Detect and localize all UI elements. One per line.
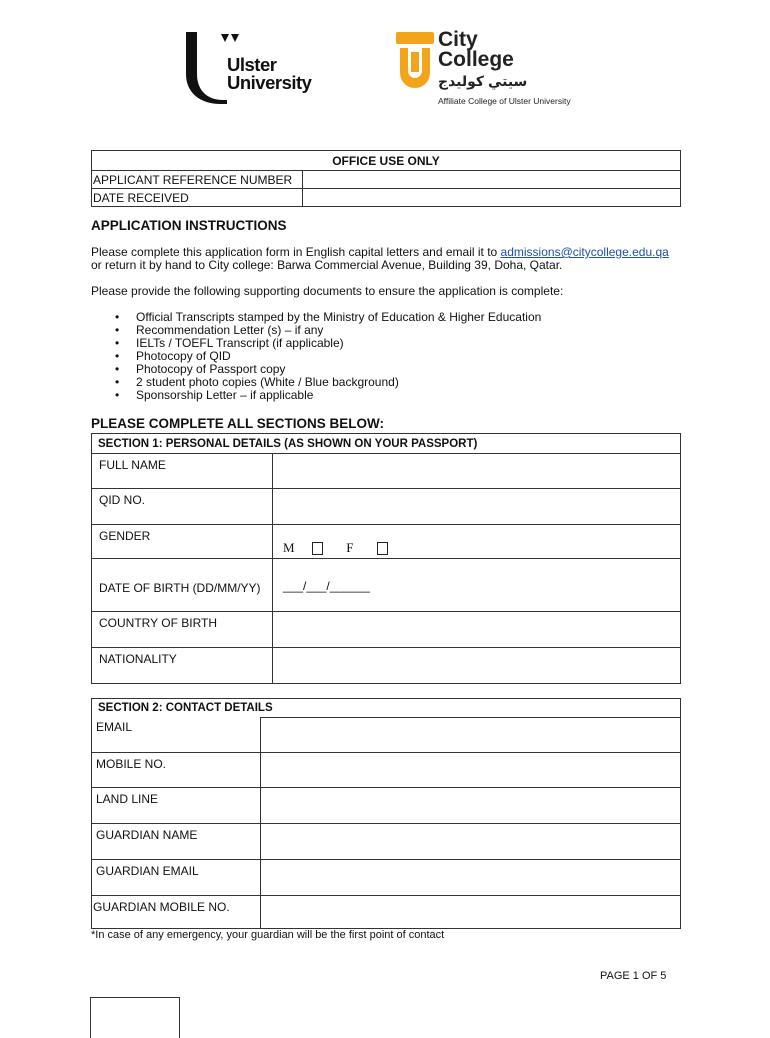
- office-use-title: OFFICE USE ONLY: [92, 151, 681, 171]
- dob-label: DATE OF BIRTH (DD/MM/YY): [92, 559, 273, 612]
- applicant-reference-field[interactable]: [303, 171, 681, 189]
- dob-field[interactable]: [273, 559, 681, 612]
- list-item: • Photocopy of Passport copy: [91, 363, 541, 376]
- landline-field[interactable]: [261, 788, 681, 824]
- full-name-label: FULL NAME: [92, 454, 273, 489]
- admissions-email-link[interactable]: admissions@citycollege.edu.qa: [500, 245, 669, 259]
- page-stamp-box: [90, 997, 180, 1038]
- gender-f-checkbox[interactable]: [377, 542, 388, 555]
- office-use-table: [91, 150, 681, 207]
- guardian-mobile-label: GUARDIAN MOBILE NO.: [92, 896, 261, 929]
- dob-placeholder: ___/___/______: [283, 579, 370, 593]
- nationality-field[interactable]: [273, 648, 681, 684]
- guardian-email-label: GUARDIAN EMAIL: [92, 860, 261, 896]
- list-item: • Official Transcripts stamped by the Ministry of Education & Higher Education: [91, 311, 541, 324]
- email-label: EMAIL: [92, 718, 261, 753]
- applicant-reference-label: APPLICANT REFERENCE NUMBER: [92, 171, 303, 189]
- instructions-heading: APPLICATION INSTRUCTIONS: [91, 218, 287, 233]
- country-of-birth-label: COUNTRY OF BIRTH: [92, 612, 273, 648]
- section2-title: SECTION 2: CONTACT DETAILS: [92, 699, 681, 718]
- guardian-mobile-field[interactable]: [261, 896, 681, 929]
- guardian-name-field[interactable]: [261, 824, 681, 860]
- mobile-field[interactable]: [261, 753, 681, 788]
- guardian-footnote: *In case of any emergency, your guardian will be the first point of contact: [91, 929, 445, 941]
- gender-label: GENDER: [92, 525, 273, 559]
- page-number: PAGE 1 OF 5: [600, 970, 667, 982]
- section1-title: SECTION 1: PERSONAL DETAILS (AS SHOWN ON YOUR PASSPORT): [92, 434, 681, 454]
- gender-f-label: F: [346, 540, 354, 555]
- section2-table: [91, 698, 681, 929]
- documents-list: [91, 311, 541, 402]
- list-item: • Sponsorship Letter – if applicable: [91, 389, 541, 402]
- full-name-field[interactable]: [273, 454, 681, 489]
- documents-intro: Please provide the following supporting documents to ensure the application is complete:: [91, 284, 564, 298]
- date-received-label: DATE RECEIVED: [92, 189, 303, 207]
- gender-m-checkbox[interactable]: [312, 542, 323, 555]
- date-received-field[interactable]: [303, 189, 681, 207]
- list-item: • 2 student photo copies (White / Blue background): [91, 376, 541, 389]
- city-logo-arabic: سيتي كوليدج: [438, 73, 528, 89]
- qid-label: QID NO.: [92, 489, 273, 525]
- qid-field[interactable]: [273, 489, 681, 525]
- instructions-paragraph: Please complete this application form in English capital letters and email it to admissions@citycollege.edu.qa or return it by hand to City college: Barwa Commercial Avenue, Building 39, Doha, Qatar.: [91, 245, 669, 272]
- country-of-birth-field[interactable]: [273, 612, 681, 648]
- section1-table: [91, 433, 681, 684]
- city-logo-affiliate: Affiliate College of Ulster University: [438, 96, 571, 106]
- city-college-logo: [394, 30, 436, 90]
- email-field[interactable]: [261, 718, 681, 753]
- list-item: • IELTs / TOEFL Transcript (if applicable): [91, 337, 541, 350]
- nationality-label: NATIONALITY: [92, 648, 273, 684]
- city-logo-text: City College: [438, 28, 514, 71]
- gender-m-label: M: [283, 540, 295, 555]
- list-item: • Photocopy of QID: [91, 350, 541, 363]
- list-item: • Recommendation Letter (s) – if any: [91, 324, 541, 337]
- mobile-label: MOBILE NO.: [92, 753, 261, 788]
- guardian-email-field[interactable]: [261, 860, 681, 896]
- guardian-name-label: GUARDIAN NAME: [92, 824, 261, 860]
- gender-field: [273, 525, 681, 559]
- ulster-logo-text: Ulster University: [227, 54, 312, 93]
- landline-label: LAND LINE: [92, 788, 261, 824]
- complete-sections-heading: PLEASE COMPLETE ALL SECTIONS BELOW:: [91, 416, 385, 431]
